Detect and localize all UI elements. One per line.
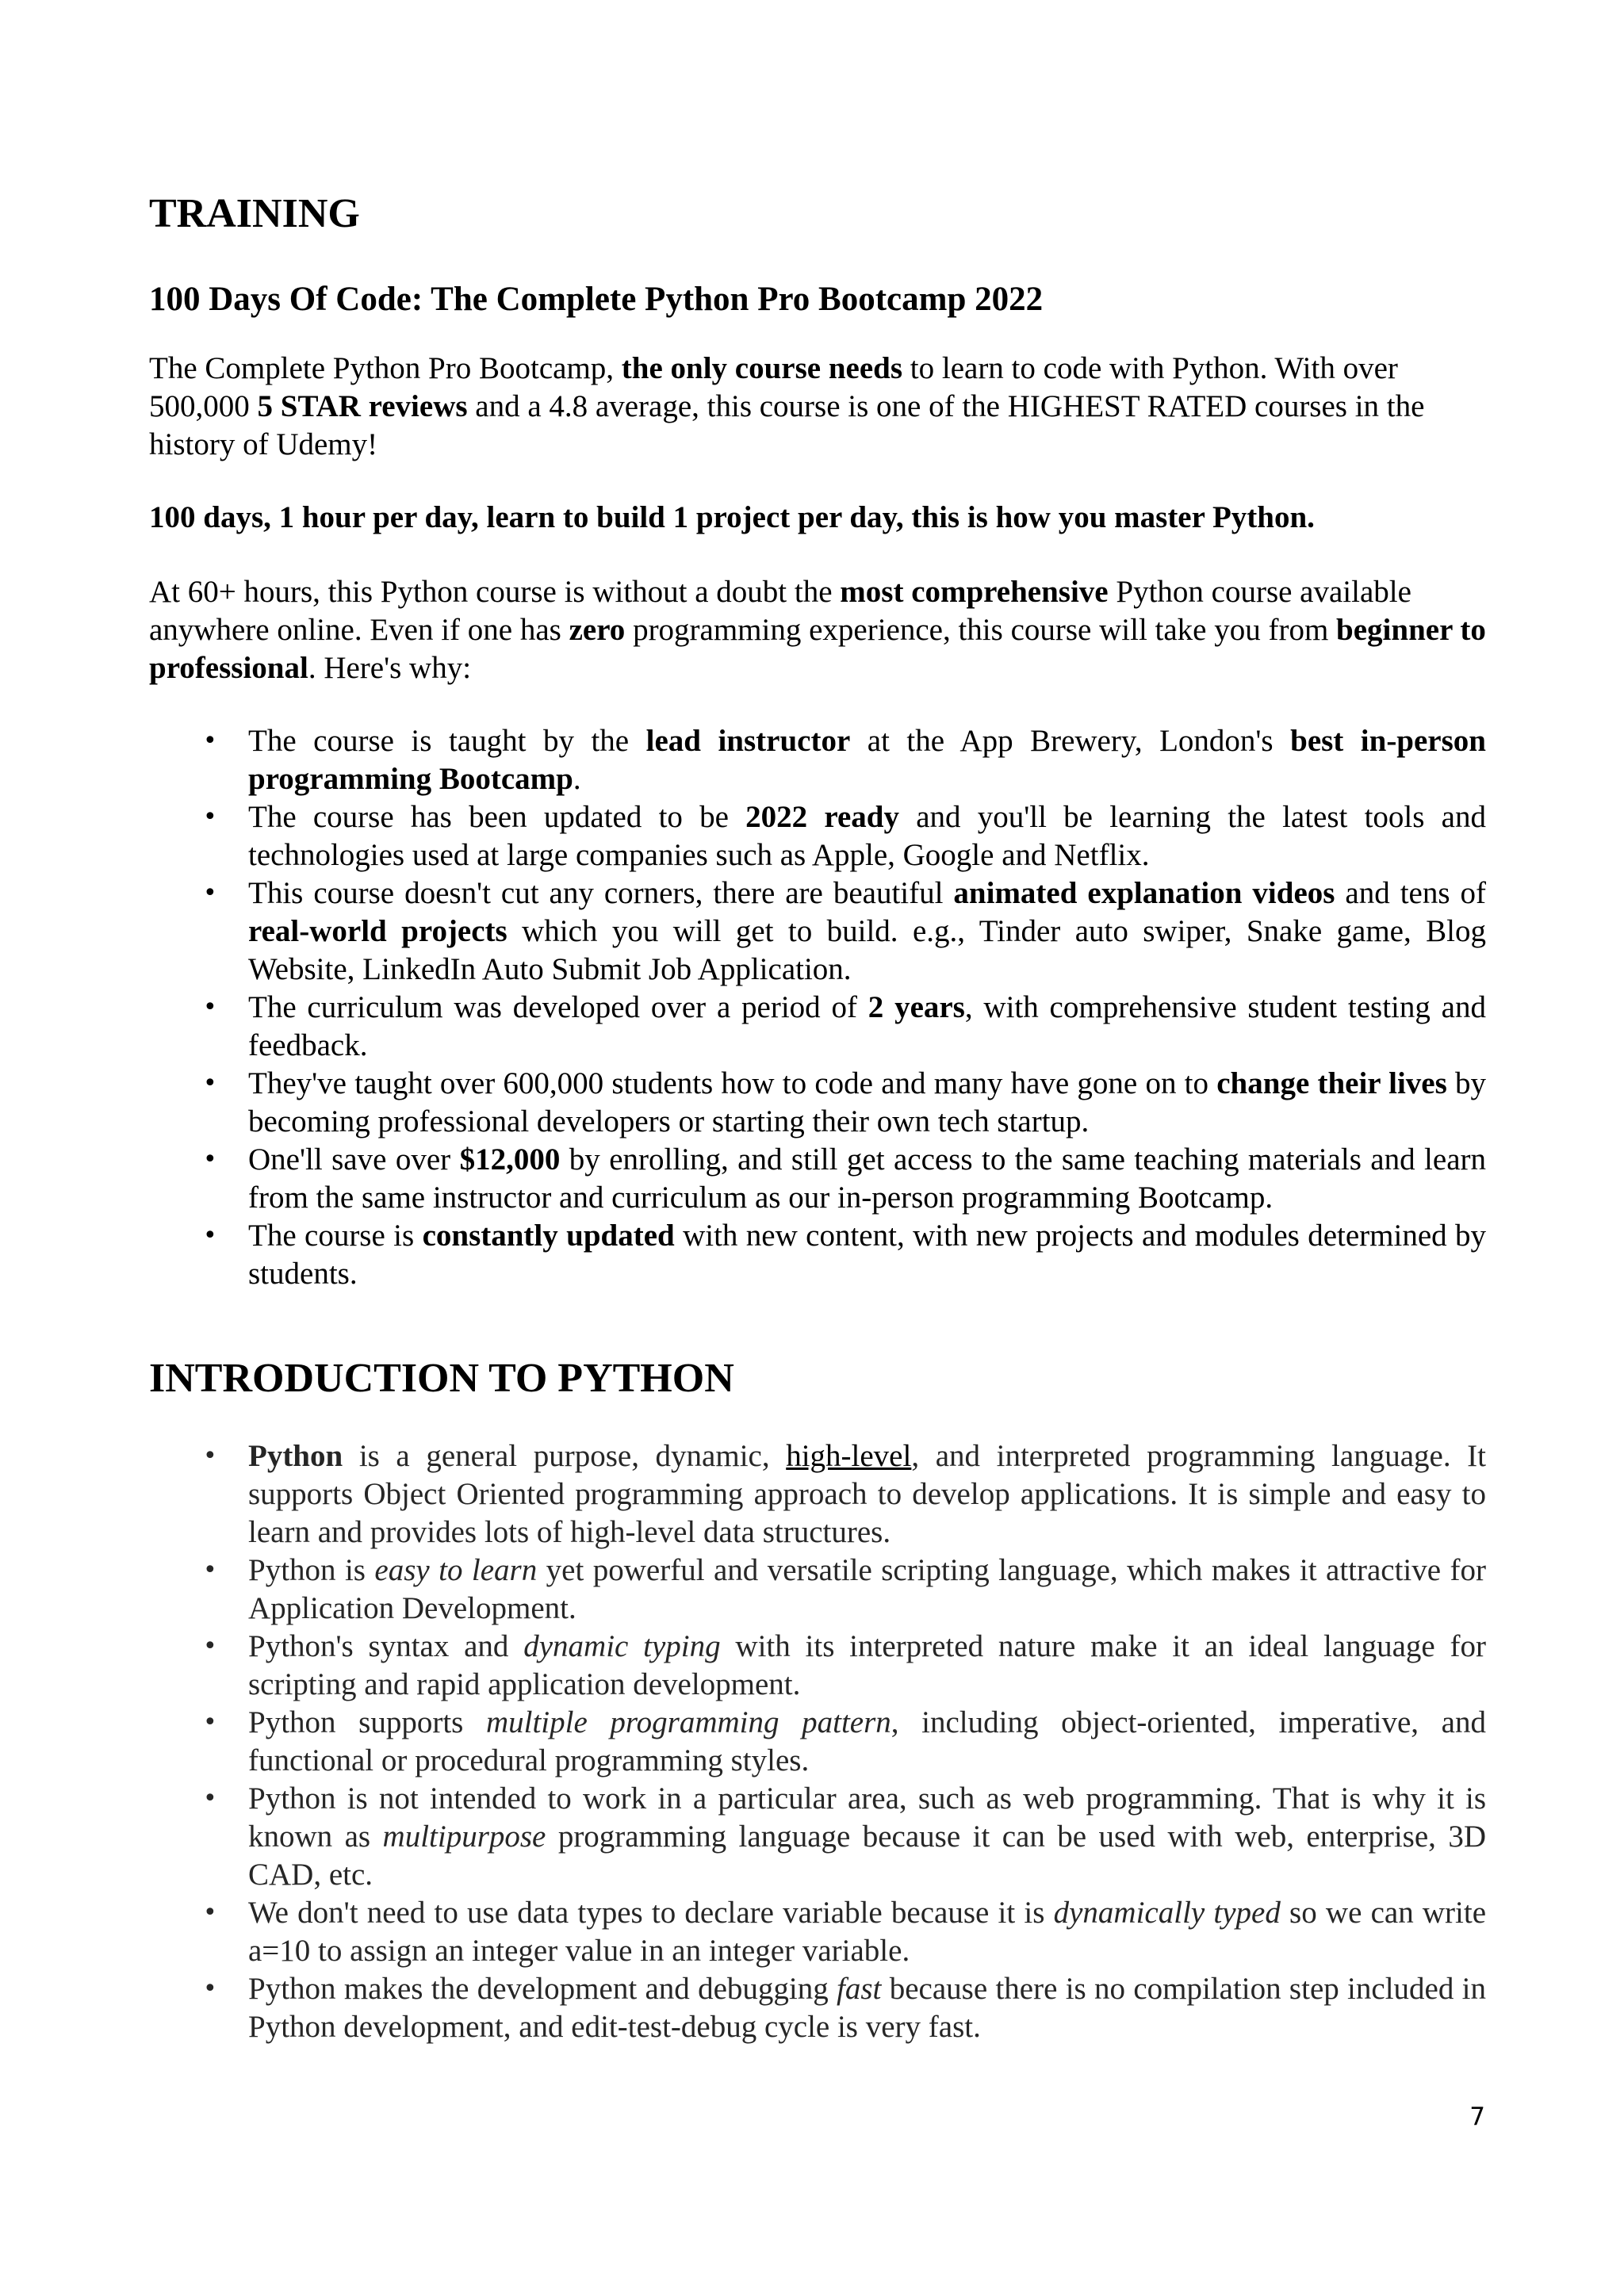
list-item — [149, 989, 1486, 1065]
list-item — [149, 1780, 1486, 1894]
text-run: They've taught over 600,000 students how to code and many have gone on to — [248, 1066, 1217, 1101]
text-run: Python makes the development and debugging — [248, 1972, 837, 2007]
text-run: programming experience, this course will take you from — [625, 613, 1337, 648]
italic-run: multiple programming pattern — [485, 1705, 891, 1740]
list-item — [149, 874, 1486, 989]
course-title: 100 Days Of Code: The Complete Python Pro Bootcamp 2022 — [149, 280, 1044, 318]
italic-run: multipurpose — [382, 1820, 546, 1854]
training-heading: TRAINING — [149, 191, 360, 236]
text-run: We don't need to use data types to declare variable because it is — [248, 1896, 1054, 1931]
bold-run: the only course needs — [621, 351, 903, 386]
bold-run: 2022 ready — [745, 800, 899, 835]
italic-run: easy to learn — [374, 1553, 538, 1588]
text-run: which you will get to build. e.g., Tinder auto swiper, Snake game, Blog Website, LinkedIn Auto Submit Job Application. — [248, 914, 1486, 987]
list-item — [149, 722, 1486, 798]
italic-run: dynamic typing — [523, 1629, 721, 1664]
text-run: The course has been updated to be — [248, 800, 746, 835]
text-run: and tens of — [1335, 876, 1486, 911]
text-run: The curriculum was developed over a period of — [248, 990, 868, 1025]
text-run: At 60+ hours, this Python course is without a doubt the — [149, 575, 841, 610]
list-item — [149, 798, 1486, 874]
bold-run: constantly updated — [422, 1219, 675, 1253]
intro-heading: INTRODUCTION TO PYTHON — [149, 1356, 734, 1402]
high-level-link[interactable]: high-level — [786, 1439, 912, 1474]
list-item — [149, 1628, 1486, 1704]
text-run: Python is not intended to work in a particular area, such as web programming. That is why it is known as — [248, 1781, 1486, 1854]
list-item — [149, 1552, 1486, 1628]
bold-run: 5 STAR reviews — [257, 389, 468, 424]
bold-run: real-world projects — [248, 914, 508, 949]
bold-run: beginner to professional — [149, 613, 1486, 686]
python-intro-list — [149, 1437, 1486, 2046]
bold-run: lead instructor — [645, 724, 851, 759]
text-run: by enrolling, and still get access to the same teaching materials and learn from the same instructor and curriculum as our in-person programming Bootcamp. — [248, 1142, 1486, 1215]
text-run: The course is — [248, 1219, 423, 1253]
list-item — [149, 1437, 1486, 1552]
bold-run: most comprehensive — [840, 575, 1109, 610]
bold-run: change their lives — [1216, 1066, 1447, 1101]
text-run: , with comprehensive student testing and feedback. — [248, 990, 1486, 1063]
list-item — [149, 1970, 1486, 2046]
text-run: programming language because it can be used with web, enterprise, 3D CAD, etc. — [248, 1820, 1486, 1892]
bold-run: animated explanation videos — [953, 876, 1335, 911]
bold-run: 100 days, 1 hour per day, learn to build 1 project per day, this is how you master Python. — [149, 500, 1315, 535]
text-run: to learn to code with Python. With over 500,000 — [149, 351, 1398, 424]
bold-run: Python — [248, 1439, 343, 1474]
italic-run: dynamically typed — [1053, 1896, 1281, 1931]
text-run: This course doesn't cut any corners, there are beautiful — [248, 876, 954, 911]
list-item — [149, 1065, 1486, 1141]
italic-run: fast — [837, 1972, 882, 2007]
text-run: One'll save over — [248, 1142, 460, 1177]
list-item — [149, 1894, 1486, 1970]
text-run: so we can write a=10 to assign an integer value in an integer variable. — [248, 1896, 1487, 1969]
bold-run: zero — [569, 613, 626, 648]
document-page — [149, 190, 1486, 2046]
list-item — [149, 1141, 1486, 1217]
text-run: at the App Brewery, London's — [850, 724, 1291, 759]
text-run: Python supports — [248, 1705, 486, 1740]
text-run: Python's syntax and — [248, 1629, 524, 1664]
bold-run: 2 years — [868, 990, 965, 1025]
text-run: . Here's why: — [308, 651, 472, 686]
text-run: and a 4.8 average, this course is one of the HIGHEST RATED courses in the history of Udemy! — [149, 389, 1425, 462]
text-run: by becoming professional developers or starting their own tech startup. — [248, 1066, 1486, 1139]
text-run: , and interpreted programming language. It supports Object Oriented programming approach to develop applications. It is simple and easy to learn and provides lots of high-level data structures. — [248, 1439, 1486, 1550]
text-run: Python course available anywhere online. Even if one has — [149, 575, 1411, 648]
bold-run: best in-person programming Bootcamp — [248, 724, 1486, 797]
page-number: 7 — [1469, 2103, 1485, 2131]
text-run: with its interpreted nature make it an ideal language for scripting and rapid application development. — [248, 1629, 1486, 1702]
text-run: , including object-oriented, imperative, and functional or procedural programming styles. — [248, 1705, 1486, 1778]
list-item — [149, 1217, 1486, 1293]
text-run: and you'll be learning the latest tools and technologies used at large companies such as Apple, Google and Netflix. — [248, 800, 1486, 873]
text-run: yet powerful and versatile scripting language, which makes it attractive for Application Development. — [248, 1553, 1486, 1626]
text-run: with new content, with new projects and modules determined by students. — [248, 1219, 1487, 1292]
course-tagline — [149, 499, 1486, 537]
text-run: The Complete Python Pro Bootcamp, — [149, 351, 622, 386]
text-run: Python is — [248, 1553, 375, 1588]
course-features-list — [149, 722, 1486, 1293]
bold-run: $12,000 — [459, 1142, 561, 1177]
course-intro-paragraph — [149, 350, 1486, 464]
course-summary-paragraph — [149, 573, 1486, 687]
text-run: is a general purpose, dynamic, — [343, 1439, 787, 1474]
text-run: The course is taught by the — [248, 724, 646, 759]
text-run: because there is no compilation step included in Python development, and edit-test-debug cycle is very fast. — [248, 1972, 1486, 2045]
list-item — [149, 1704, 1486, 1780]
text-run: . — [573, 762, 581, 797]
